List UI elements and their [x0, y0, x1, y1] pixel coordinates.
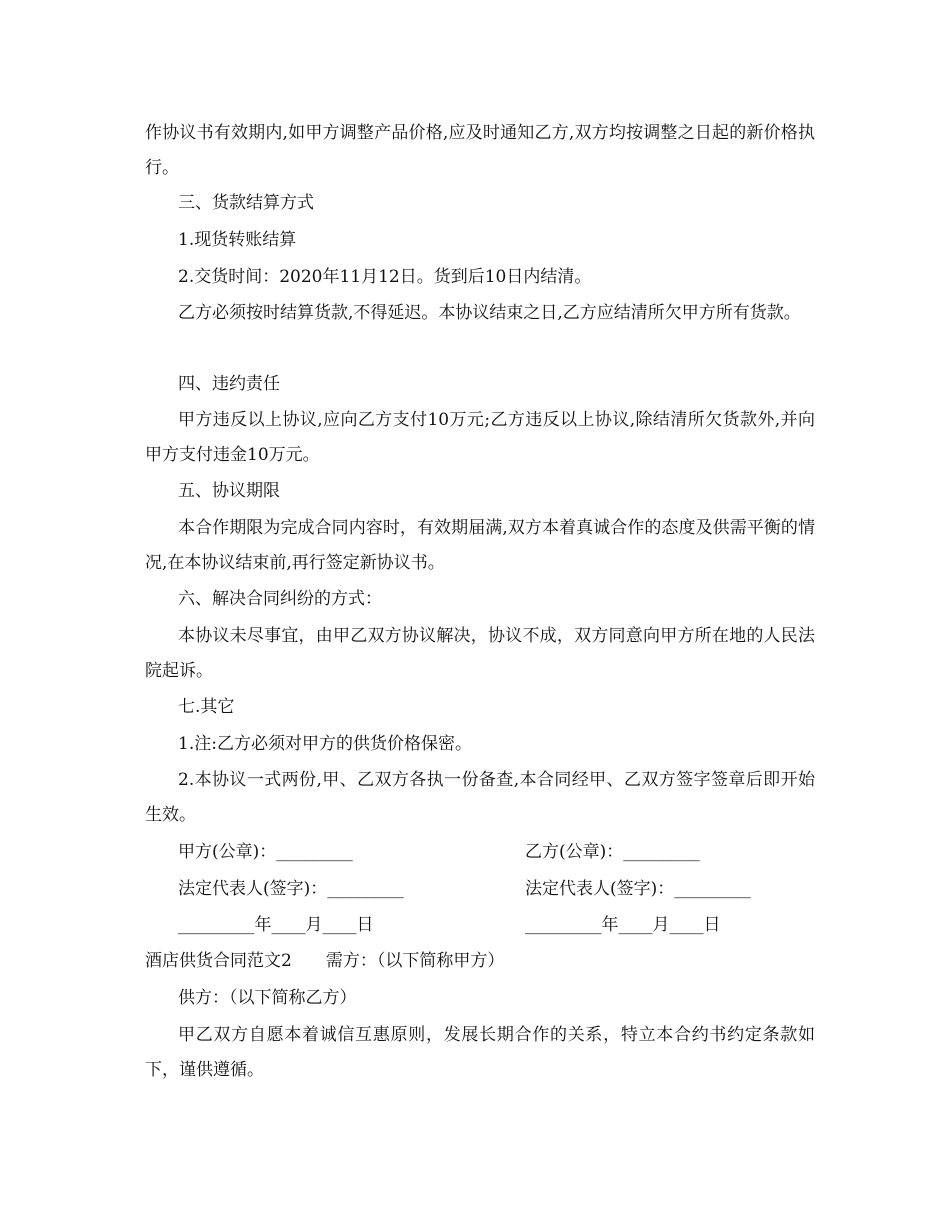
party-b-representative-field: 法定代表人(签字)：_________: [525, 879, 751, 899]
party-a-representative-field: 法定代表人(签字)：_________: [178, 879, 404, 899]
paragraph-price-adjustment: 作协议书有效期内,如甲方调整产品价格,应及时通知乙方,双方均按调整之日起的新价格执行。: [145, 123, 815, 178]
paragraph-liability: 甲方违反以上协议,应向乙方支付10万元;乙方违反以上协议,除结清所欠货款外,并向甲方支付违金10万元。: [145, 410, 815, 465]
party-b-date-field: _________年____月____日: [525, 915, 721, 935]
clause-payment-method: 1.现货转账结算: [178, 230, 297, 250]
signature-row-seal: [178, 835, 818, 869]
party-b-seal-field: 乙方(公章)：_________: [525, 842, 700, 862]
section-heading-liability: 四、违约责任: [178, 374, 280, 394]
paragraph-supplier: 供方：（以下简称乙方）: [178, 988, 357, 1008]
paragraph-sample-2-title: 酒店供货合同范文2 需方：（以下简称甲方）: [145, 951, 505, 971]
clause-delivery-time: 2.交货时间：2020年11月12日。货到后10日内结清。: [178, 267, 592, 287]
paragraph-settlement: 乙方必须按时结算货款,不得延迟。本协议结束之日,乙方应结清所欠甲方所有货款。: [178, 303, 801, 323]
party-a-seal-field: 甲方(公章)：_________: [178, 842, 353, 862]
paragraph-cooperation: 甲乙双方自愿本着诚信互惠原则，发展长期合作的关系，特立本合约书约定条款如下，谨供遵循。: [145, 1025, 815, 1080]
clause-copies-effective: 2.本协议一式两份,甲、乙双方各执一份备查,本合同经甲、乙双方签字签章后即开始生效。: [145, 770, 815, 825]
paragraph-term: 本合作期限为完成合同内容时，有效期届满,双方本着真诚合作的态度及供需平衡的情况,在本协议结束前,再行签定新协议书。: [145, 518, 815, 573]
paragraph-disputes: 本协议未尽事宜，由甲乙双方协议解决，协议不成，双方同意向甲方所在地的人民法院起诉。: [145, 626, 815, 681]
section-heading-disputes: 六、解决合同纠纷的方式：: [178, 589, 382, 609]
party-a-date-field: _________年____月____日: [178, 915, 374, 935]
signature-row-date: [178, 908, 818, 942]
section-heading-payment: 三、货款结算方式: [178, 193, 314, 213]
section-heading-term: 五、协议期限: [178, 481, 280, 501]
clause-confidentiality: 1.注:乙方必须对甲方的供货价格保密。: [178, 734, 472, 754]
section-heading-other: 七.其它: [178, 697, 235, 717]
signature-row-representative: [178, 872, 818, 906]
